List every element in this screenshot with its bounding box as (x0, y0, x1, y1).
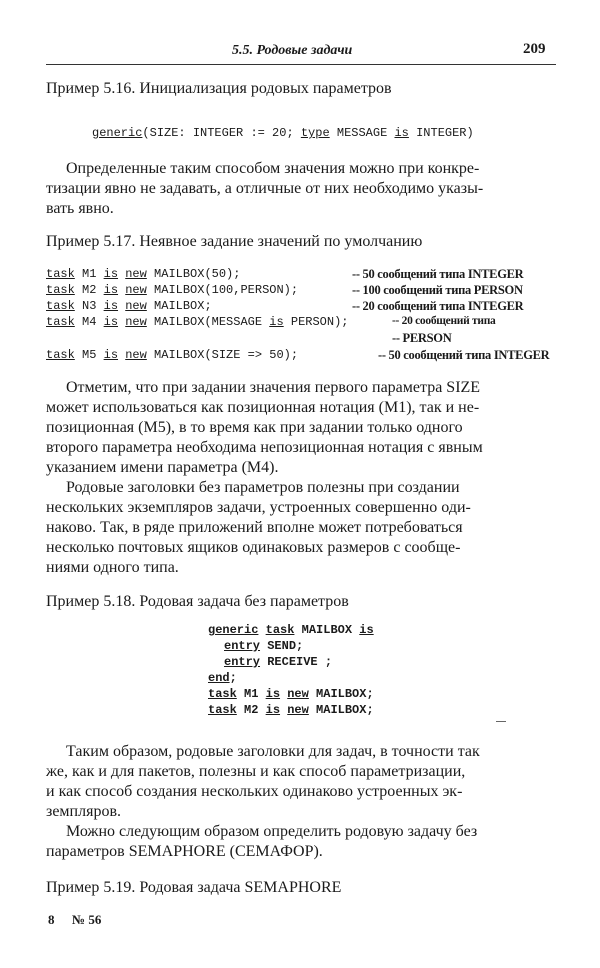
keyword-task: task (265, 623, 295, 637)
code-comment: -- 100 сообщений типа PERSON (352, 283, 523, 297)
paragraph-line: несколько почтовых ящиков одинаковых размеров с сообще- (46, 539, 461, 556)
code-line-m4 (46, 315, 348, 329)
code-fragment: M2 (236, 703, 266, 717)
code-fragment: INTEGER) (408, 126, 474, 140)
code-fragment: ; (229, 671, 237, 685)
keyword-is: is (359, 623, 374, 637)
header-rule (46, 64, 556, 65)
printer-note: № 56 (72, 912, 102, 927)
code-fragment: PERSON); (283, 315, 349, 329)
paragraph-line: тизации явно не задавать, а отличные от них необходимо указы- (46, 180, 484, 197)
keyword-task: task (46, 299, 75, 313)
keyword-is: is (103, 267, 119, 281)
keyword-is: is (103, 315, 119, 329)
code-comment: -- 50 сообщений типа INTEGER (352, 267, 524, 281)
code-line-entry-receive (224, 655, 332, 669)
code-fragment: M2 (74, 283, 104, 297)
keyword-task: task (46, 267, 75, 281)
paragraph-line: Таким образом, родовые заголовки для задач, в точности так (66, 743, 480, 760)
example-5-18-title: Пример 5.18. Родовая задача без параметров (46, 593, 349, 610)
running-header-title: 5.5. Родовые задачи (232, 43, 353, 58)
code-line-m1 (46, 267, 240, 281)
keyword-is: is (265, 687, 281, 701)
code-fragment: M5 (74, 348, 104, 362)
paragraph-line: параметров SEMAPHORE (СЕМАФОР). (46, 843, 323, 860)
keyword-new: new (287, 703, 309, 717)
code-fragment: MESSAGE (329, 126, 395, 140)
keyword-new: new (287, 687, 309, 701)
paragraph-line: и как способ создания нескольких одинаково устроенных эк- (46, 783, 463, 800)
keyword-is: is (103, 283, 119, 297)
paragraph-line: наково. Так, в ряде приложений вполне может потребоваться (46, 519, 463, 536)
code-line-m2 (46, 283, 298, 297)
paragraph-line: Определенные таким способом значения можно при конкре- (66, 160, 480, 177)
example-5-16-code (92, 126, 474, 140)
code-fragment: MAILBOX; (308, 687, 374, 701)
keyword-task: task (46, 283, 75, 297)
code-fragment: MAILBOX (294, 623, 360, 637)
code-line-end (208, 671, 237, 685)
keyword-new: new (125, 348, 147, 362)
keyword-type: type (300, 126, 330, 140)
paragraph-line: ниями одного типа. (46, 559, 179, 576)
example-5-16-title: Пример 5.16. Инициализация родовых параметров (46, 80, 392, 97)
keyword-new: new (125, 283, 147, 297)
example-5-17-title: Пример 5.17. Неявное задание значений по умолчанию (46, 233, 423, 250)
code-fragment: MAILBOX; (308, 703, 374, 717)
printer-signature: 8 (48, 912, 55, 927)
code-fragment: MAILBOX; (146, 299, 212, 313)
keyword-entry: entry (224, 639, 261, 653)
code-fragment: M1 (74, 267, 104, 281)
keyword-entry: entry (224, 655, 261, 669)
keyword-task: task (208, 703, 237, 717)
keyword-is: is (103, 348, 119, 362)
keyword-is: is (103, 299, 119, 313)
code-fragment: MAILBOX(100,PERSON); (146, 283, 299, 297)
code-fragment: M4 (74, 315, 104, 329)
code-fragment: MAILBOX(SIZE => 50); (146, 348, 299, 362)
keyword-is: is (394, 126, 409, 140)
code-line-task-m2 (208, 703, 374, 717)
print-artifact-dash (496, 721, 506, 722)
paragraph-line: позиционная (M5), в то время как при задании только одного (46, 419, 463, 436)
paragraph-line: указанием имени параметра (M4). (46, 459, 279, 476)
code-comment: -- 20 сообщений типа INTEGER (352, 299, 524, 313)
code-fragment: RECEIVE ; (260, 655, 333, 669)
keyword-task: task (46, 315, 75, 329)
code-line-task-m1 (208, 687, 374, 701)
code-comment: -- 50 сообщений типа INTEGER (378, 348, 550, 362)
keyword-end: end (208, 671, 230, 685)
paragraph-line: земпляров. (46, 803, 122, 820)
code-fragment: MAILBOX(50); (146, 267, 241, 281)
code-fragment: (SIZE: INTEGER := 20; (142, 126, 301, 140)
code-line-m5 (46, 348, 298, 362)
keyword-new: new (125, 267, 147, 281)
code-fragment: M1 (236, 687, 266, 701)
keyword-task: task (208, 687, 237, 701)
code-fragment: SEND; (260, 639, 304, 653)
code-line-entry-send (224, 639, 303, 653)
code-fragment: MAILBOX(MESSAGE (146, 315, 270, 329)
paragraph-line: Родовые заголовки без параметров полезны при создании (66, 479, 460, 496)
code-comment: -- PERSON (392, 331, 452, 345)
paragraph-line: же, как и для пакетов, полезны и как способ параметризации, (46, 763, 466, 780)
code-comment: -- 20 сообщений типа (392, 315, 496, 327)
keyword-is: is (265, 703, 281, 717)
page-number: 209 (523, 41, 546, 57)
code-line-n3 (46, 299, 212, 313)
paragraph-line: второго параметра необходима непозиционная нотация с явным (46, 439, 483, 456)
paragraph-line: может использоваться как позиционная нотация (M1), так и не- (46, 399, 480, 416)
code-line-generic-task (208, 623, 374, 637)
code-fragment: N3 (74, 299, 104, 313)
keyword-new: new (125, 299, 147, 313)
keyword-new: new (125, 315, 147, 329)
paragraph-line: Отметим, что при задании значения первого параметра SIZE (66, 379, 481, 396)
keyword-is: is (269, 315, 284, 329)
paragraph-line: нескольких экземпляров задачи, устроенных совершенно оди- (46, 499, 471, 516)
keyword-task: task (46, 348, 75, 362)
example-5-19-title: Пример 5.19. Родовая задача SEMAPHORE (46, 879, 342, 896)
paragraph-line: вать явно. (46, 200, 114, 217)
keyword-generic: generic (92, 126, 143, 140)
paragraph-line: Можно следующим образом определить родовую задачу без (66, 823, 478, 840)
keyword-generic: generic (208, 623, 259, 637)
